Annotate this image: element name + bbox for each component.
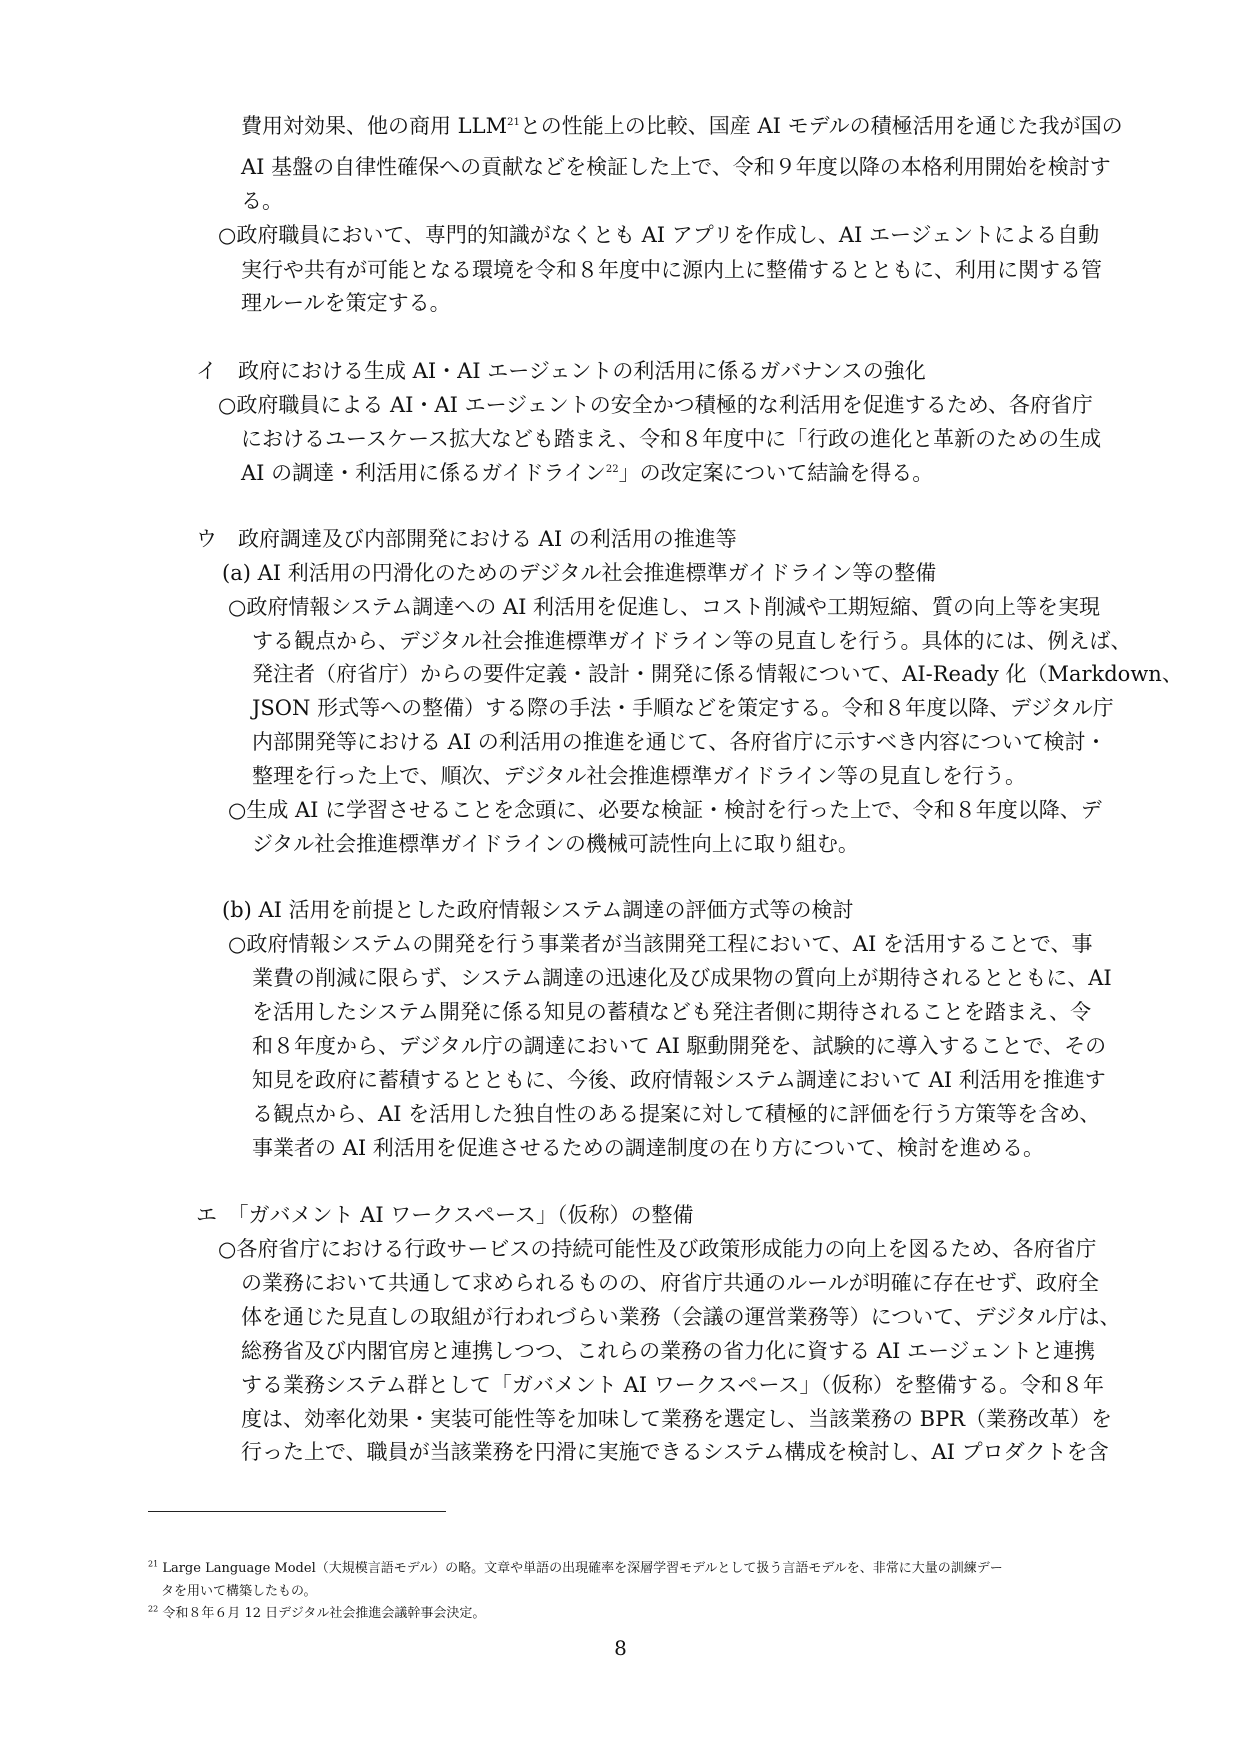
body-line: する業務システム群として「ガバメント AI ワークスペース」（仮称）を整備する。令和８年 bbox=[241, 1373, 1104, 1397]
body-line: 総務省及び内閣官房と連携しつつ、これらの業務の省力化に資する AI エージェントと連携 bbox=[241, 1339, 1096, 1363]
body-line: る観点から、AI を活用した独自性のある提案に対して積極的に評価を行う方策等を含め、 bbox=[252, 1102, 1101, 1126]
footnote-separator bbox=[148, 1511, 446, 1512]
body-line: JSON 形式等への整備）する際の手法・手順などを策定する。令和８年度以降、デジタル庁 bbox=[252, 696, 1114, 720]
body-line: 整理を行った上で、順次、デジタル社会推進標準ガイドライン等の見直しを行う。 bbox=[252, 764, 1027, 788]
body-line: AI の調達・利活用に係るガイドライン$^{22}$」の改定案について結論を得る。 bbox=[241, 461, 934, 485]
section-heading-i: イ 政府における生成 AI・AI エージェントの利活用に係るガバナンスの強化 bbox=[196, 359, 926, 383]
body-line: の業務において共通して求められるものの、府省庁共通のルールが明確に存在せず、政府全 bbox=[241, 1271, 1100, 1295]
body-line: 和８年度から、デジタル庁の調達において AI 駆動開発を、試験的に導入することで、その bbox=[252, 1034, 1107, 1058]
subsection-heading-a: (a) AI 利活用の円滑化のためのデジタル社会推進標準ガイドライン等の整備 bbox=[222, 561, 937, 585]
footnote-21: $^{21}$ Large Language Model（大規模言語モデル）の略。文章や単語の出現確率を深層学習モデルとして扱う言語モデルを、非常に大量の訓練デー bbox=[148, 1559, 1003, 1576]
bullet-line: ○政府情報システムの開発を行う事業者が当該開発工程において、AI を活用することで、事 bbox=[228, 932, 1093, 956]
body-line: 理ルールを策定する。 bbox=[241, 291, 451, 315]
bullet-line: ○政府職員において、専門的知識がなくとも AI アプリを作成し、AI エージェントによる自動 bbox=[218, 223, 1100, 247]
body-line: 業費の削減に限らず、システム調達の迅速化及び成果物の質向上が期待されるとともに、AI bbox=[252, 966, 1112, 990]
body-line: 度は、効率化効果・実装可能性等を加味して業務を選定し、当該業務の BPR（業務改革）を bbox=[241, 1407, 1113, 1431]
bullet-line: ○生成 AI に学習させることを念頭に、必要な検証・検討を行った上で、令和８年度以降、デ bbox=[228, 798, 1102, 822]
section-heading-u: ウ 政府調達及び内部開発における AI の利活用の推進等 bbox=[196, 527, 737, 551]
footnote-ref-22[interactable]: 22 bbox=[605, 464, 619, 475]
bullet-line: ○政府職員による AI・AI エージェントの安全かつ積極的な利活用を促進するため、各府省庁 bbox=[218, 393, 1093, 417]
body-line: 費用対効果、他の商用 LLM$^{21}$との性能上の比較、国産 AI モデルの積極活用を通じた我が国の bbox=[241, 114, 1123, 138]
body-line: AI 基盤の自律性確保への貢献などを検証した上で、令和９年度以降の本格利用開始を検討す bbox=[241, 155, 1111, 179]
body-line: 発注者（府省庁）からの要件定義・設計・開発に係る情報について、AI-Ready 化（Markdown、 bbox=[252, 662, 1183, 686]
page-number: 8 bbox=[614, 1636, 627, 1660]
footnote-22: $^{22}$ 令和８年６月 12 日デジタル社会推進会議幹事会決定。 bbox=[148, 1604, 486, 1621]
bullet-line: ○政府情報システム調達への AI 利活用を促進し、コスト削減や工期短縮、質の向上等を実現 bbox=[228, 595, 1101, 619]
body-line: 事業者の AI 利活用を促進させるための調達制度の在り方について、検討を進める。 bbox=[252, 1136, 1044, 1160]
body-line: る。 bbox=[241, 189, 283, 213]
body-line: 行った上で、職員が当該業務を円滑に実施できるシステム構成を検討し、AI プロダクトを含 bbox=[241, 1440, 1109, 1464]
footnote-ref-21[interactable]: 21 bbox=[507, 117, 520, 128]
body-line: する観点から、デジタル社会推進標準ガイドライン等の見直しを行う。具体的には、例えば、 bbox=[252, 629, 1132, 653]
subsection-heading-b: (b) AI 活用を前提とした政府情報システム調達の評価方式等の検討 bbox=[222, 898, 854, 922]
body-line: ジタル社会推進標準ガイドラインの機械可読性向上に取り組む。 bbox=[252, 832, 859, 856]
body-line: におけるユースケース拡大なども踏まえ、令和８年度中に「行政の進化と革新のための生成 bbox=[241, 427, 1102, 451]
body-line: を活用したシステム開発に係る知見の蓄積なども発注者側に期待されることを踏まえ、令 bbox=[252, 1000, 1092, 1024]
body-line: 体を通じた見直しの取組が行われづらい業務（会議の運営業務等）について、デジタル庁は、 bbox=[241, 1305, 1121, 1329]
body-line: 実行や共有が可能となる環境を令和８年度中に源内上に整備するとともに、利用に関する管 bbox=[241, 258, 1102, 282]
bullet-line: ○各府省庁における行政サービスの持続可能性及び政策形成能力の向上を図るため、各府省庁 bbox=[218, 1237, 1097, 1261]
footnote-21-cont: タを用いて構築したもの。 bbox=[161, 1584, 317, 1599]
section-heading-e: エ 「ガバメント AI ワークスペース」（仮称）の整備 bbox=[196, 1203, 694, 1227]
body-line: 内部開発等における AI の利活用の推進を通じて、各府省庁に示すべき内容について検討・ bbox=[252, 730, 1107, 754]
body-line: 知見を政府に蓄積するとともに、今後、政府情報システム調達において AI 利活用を推進す bbox=[252, 1068, 1106, 1092]
